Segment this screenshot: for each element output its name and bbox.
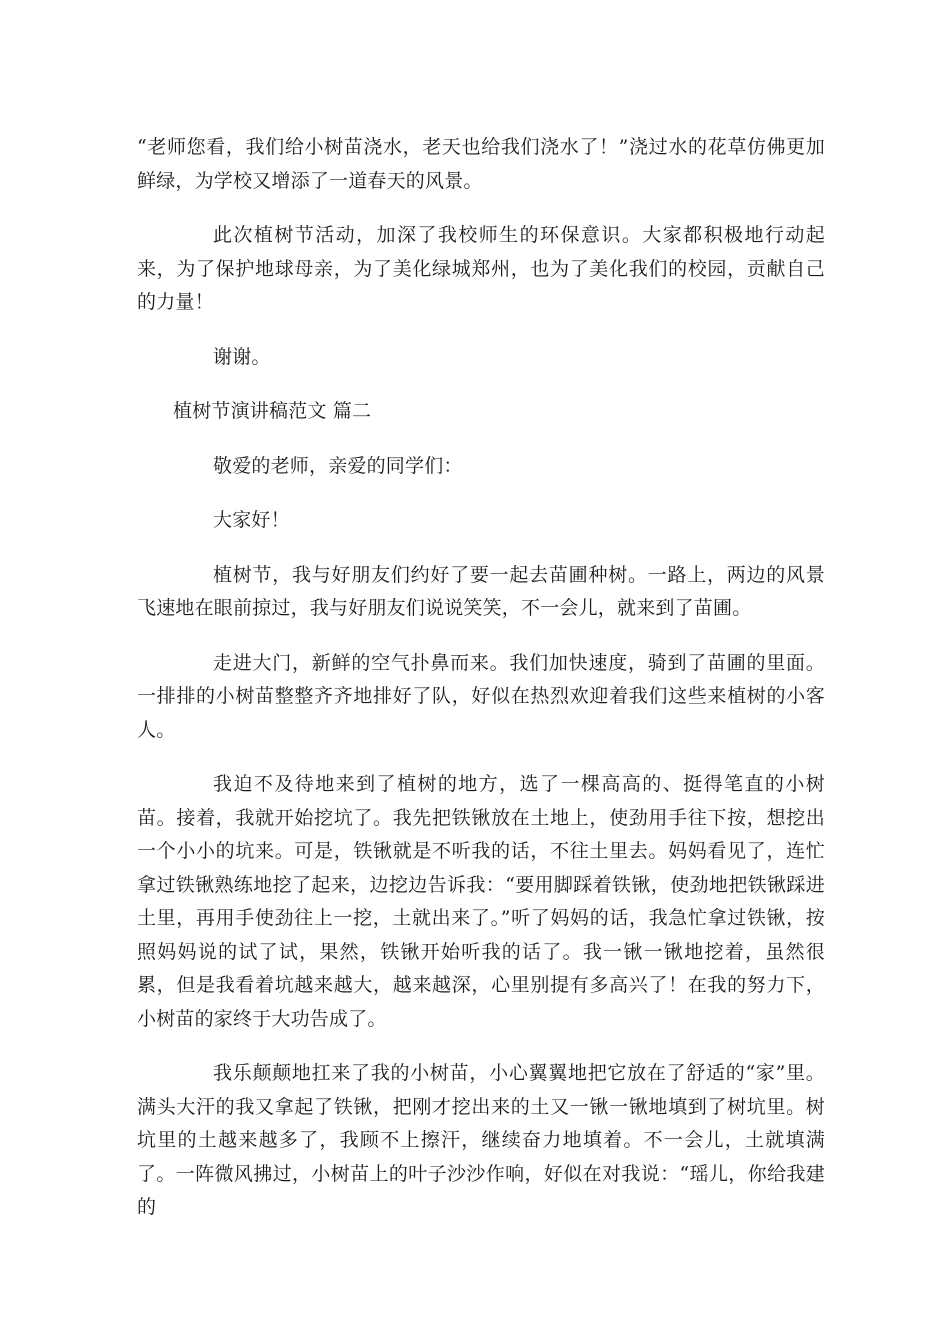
paragraph: 大家好！ — [213, 509, 290, 531]
document-body — [137, 131, 825, 1246]
paragraph: “老师您看，我们给小树苗浇水，老天也给我们浇水了！”浇过水的花草仿佛更加鲜绿，为学校又增添了一道春天的风景。 — [137, 136, 825, 192]
paragraph: 此次植树节活动，加深了我校师生的环保意识。大家都积极地行动起来，为了保护地球母亲，为了美化绿城郑州，也为了美化我们的校园，贡献自己的力量！ — [137, 224, 825, 313]
paragraph: 我乐颠颠地扛来了我的小树苗，小心翼翼地把它放在了舒适的“家”里。满头大汗的我又拿起了铁锹，把刚才挖出来的土又一锹一锹地填到了树坑里。树坑里的土越来越多了，我顾不上擦汗，继续奋力地填着。不一会儿，土就填满了。一阵微风拂过，小树苗上的叶子沙沙作响，好似在对我说：“瑶儿，你给我建的 — [137, 1062, 825, 1218]
paragraph: 我迫不及待地来到了植树的地方，选了一棵高高的、挺得笔直的小树苗。接着，我就开始挖坑了。我先把铁锹放在土地上，使劲用手往下按，想挖出一个小小的坑来。可是，铁锹就是不听我的话，不往土里去。妈妈看见了，连忙拿过铁锹熟练地挖了起来，边挖边告诉我：“要用脚踩着铁锹，使劲地把铁锹踩进土里，再用手使劲往上一挖，土就出来了。”听了妈妈的话，我急忙拿过铁锹，按照妈妈说的试了试，果然，铁锹开始听我的话了。我一锹一锹地挖着，虽然很累，但是我看着坑越来越大，越来越深，心里别提有多高兴了！在我的努力下，小树苗的家终于大功告成了。 — [137, 773, 825, 1030]
paragraph: 谢谢。 — [213, 345, 271, 368]
paragraph: 植树节，我与好朋友们约好了要一起去苗圃种树。一路上，两边的风景飞速地在眼前掠过，我与好朋友们说说笑笑，不一会儿，就来到了苗圃。 — [137, 563, 825, 619]
section-heading: 植树节演讲稿范文 篇二 — [173, 400, 372, 422]
paragraph: 敬爱的老师，亲爱的同学们： — [213, 454, 463, 477]
paragraph: 走进大门，新鲜的空气扑鼻而来。我们加快速度，骑到了苗圃的里面。一排排的小树苗整整齐齐地排好了队，好似在热烈欢迎着我们这些来植树的小客人。 — [137, 651, 825, 741]
